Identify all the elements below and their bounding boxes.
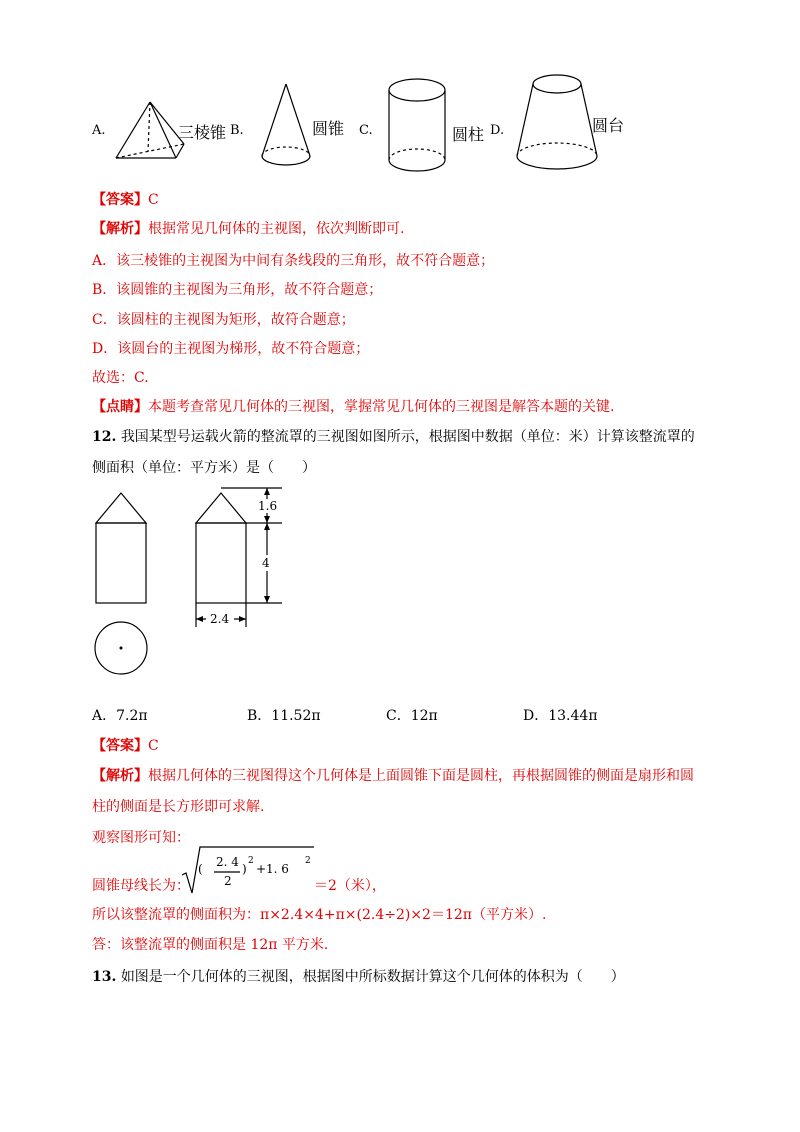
option-d[interactable] (523, 706, 598, 726)
dim-side-label: 4 (262, 556, 270, 570)
dim-top-label: 1.6 (258, 499, 278, 513)
comment-tag: 【点睛】 (92, 399, 148, 415)
formula-exponent-1: 2 (248, 856, 254, 866)
q13-stem-text: 如图是一个几何体的三视图，根据图中所标数据计算这个几何体的体积为（ ） (120, 969, 625, 985)
formula-exponent-2: 2 (305, 856, 311, 866)
option-a-name: 三棱锥 (178, 123, 227, 142)
option-a[interactable] (92, 706, 148, 726)
q11-answer-line (92, 190, 159, 210)
slant-height-label: 圆锥母线长为： (92, 878, 190, 894)
frustum-figure (512, 70, 602, 182)
q11-analysis-b: B．该圆锥的主视图为三角形，故不符合题意； (92, 282, 383, 298)
analysis-text: 根据常见几何体的主视图，依次判断即可. (148, 221, 405, 237)
answer-value: C (148, 738, 159, 754)
q11-comment-line (92, 397, 614, 417)
formula-paren-open: ( (198, 862, 203, 876)
q13-number: 13. (92, 969, 117, 985)
option-b-label: B． (247, 708, 272, 724)
option-d-label: D． (523, 708, 549, 724)
comment-text: 本题考查常见几何体的三视图，掌握常见几何体的三视图是解答本题的关键. (148, 399, 615, 415)
option-d-name: 圆台 (592, 116, 625, 135)
q12-number: 12. (92, 429, 117, 445)
analysis-text: 根据几何体的三视图得这个几何体是上面圆锥下面是圆柱，再根据圆锥的侧面是扇形和圆 (148, 768, 694, 784)
q12-stem-line2: 侧面积（单位：平方米）是（ ） (92, 460, 316, 476)
formula-numerator: 2. 4 (216, 855, 239, 869)
q12-final-answer: 答：该整流罩的侧面积是 12π 平方米. (92, 937, 329, 953)
option-c-name: 圆柱 (452, 125, 485, 144)
analysis-tag: 【解析】 (92, 221, 148, 237)
q12-observe: 观察图形可知： (92, 830, 190, 846)
option-b-name: 圆锥 (312, 119, 345, 138)
option-c-letter: C. (359, 123, 373, 138)
option-d-letter: D. (490, 123, 505, 138)
answer-tag: 【答案】 (92, 192, 148, 208)
dim-width-label: 2.4 (210, 612, 230, 626)
formula-result: ＝2（米）， (314, 878, 386, 894)
q12-three-view-figure (92, 485, 302, 685)
formula-plus: + (256, 862, 267, 876)
option-b-value: 11.52π (271, 708, 321, 724)
q11-analysis-a: A．该三棱锥的主视图为中间有条线段的三角形，故不符合题意； (92, 253, 495, 269)
option-b[interactable] (247, 706, 321, 726)
q12-stem-line1 (92, 427, 695, 447)
option-c-value: 12π (410, 708, 438, 724)
q12-answer-line (92, 736, 159, 756)
option-a-value: 7.2π (116, 708, 148, 724)
answer-value: C (148, 192, 159, 208)
q12-lateral-area: 所以该整流罩的侧面积为：π×2.4×4+π×(2.4÷2)×2＝12π（平方米）. (92, 907, 547, 923)
option-b-letter: B. (230, 123, 244, 138)
cylinder-figure (385, 76, 449, 180)
q12-stem-text: 我国某型号运载火箭的整流罩的三视图如图所示，根据图中数据（单位：米）计算该整流罩的 (120, 429, 695, 445)
analysis-tag: 【解析】 (92, 768, 148, 784)
option-c-label: C． (386, 708, 411, 724)
cone-figure (258, 82, 314, 178)
q12-analysis-line1 (92, 766, 694, 786)
q11-analysis-c: C．该圆柱的主视图为矩形，故符合题意； (92, 312, 355, 328)
q11-analysis-line (92, 219, 404, 239)
option-c[interactable] (386, 706, 438, 726)
q13-stem (92, 967, 625, 987)
q11-analysis-d: D．该圆台的主视图为梯形，故不符合题意； (92, 341, 370, 357)
answer-tag: 【答案】 (92, 738, 148, 754)
formula-paren-close: ) (242, 862, 247, 876)
option-a-label: A． (92, 708, 117, 724)
q11-conclusion: 故选：C. (92, 370, 149, 386)
formula-second-term: 1. 6 (266, 862, 289, 876)
option-a-letter: A. (92, 123, 106, 138)
option-d-value: 13.44π (548, 708, 598, 724)
formula-denominator: 2 (224, 874, 232, 888)
q12-analysis-line2: 柱的侧面是长方形即可求解. (92, 799, 265, 815)
